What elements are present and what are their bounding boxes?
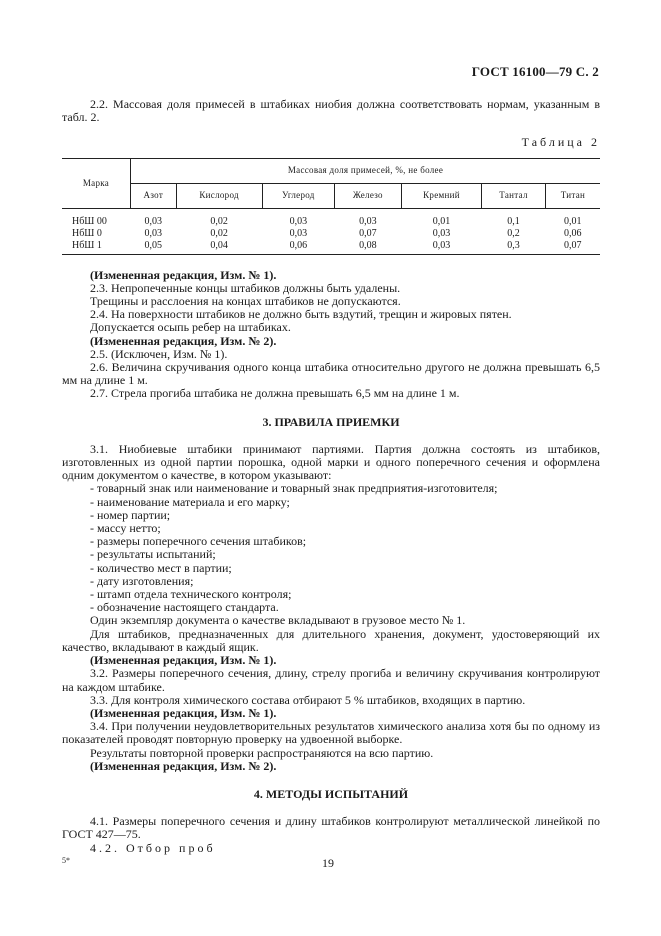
column-header-mark: Марка [62,158,131,208]
section-3-paragraphs [62,443,600,773]
cell-value: 0,3 [482,240,546,255]
table-row [62,208,600,228]
cell-value: 0,2 [507,228,520,240]
paragraph: - номер партии; [90,507,171,522]
section-4-paragraphs [62,815,600,855]
cell-value: 0,01 [432,216,451,228]
paragraph: 4.1. Размеры поперечного сечения и длину штабиков контролируют металлической линейкой по ГОСТ 427—75. [62,814,600,842]
section-2-paragraphs [62,269,600,401]
cell-value: 0,02 [210,228,228,240]
cell-value: 0,03 [289,228,308,240]
paragraph: 2.7. Стрела прогиба штабика не должна превышать 6,5 мм на длине 1 м. [90,386,460,401]
column-header-element: Тантал [482,183,546,208]
column-header-element: Азот [131,183,177,208]
element-header-row [62,183,600,208]
intro-paragraphs [62,98,600,124]
table-caption: Таблица 2 [521,135,600,150]
paragraph: 4.2. Отбор проб [90,840,216,855]
cell-value: 0,01 [563,216,582,228]
cell-value: 0,03 [144,216,163,228]
paragraph: - размеры поперечного сечения штабиков; [90,534,307,549]
paragraph: - обозначение настоящего стандарта. [90,600,279,615]
cell-value: 0,05 [131,240,177,255]
section-4-heading: 4. МЕТОДЫ ИСПЫТАНИЙ [253,786,409,801]
column-header-element: Кремний [401,183,481,208]
cell-value: 0,07 [359,228,377,240]
column-header-element: Железо [334,183,401,208]
cell-mark: НбШ 0 [72,228,102,240]
column-group-header: Массовая доля примесей, %, не более [131,158,601,183]
paragraph: - дату изготовления; [90,573,194,588]
paragraph: 3.1. Ниобиевые штабики принимают партиями. Партия должна состоять из штабиков, изготовленных из одной партии порошка, одной марки и одного поперечного сечения и оформлена одним документом о качестве, в котором указывают: [62,441,600,483]
paragraph: Один экземпляр документа о качестве вкладывают в грузовое место № 1. [90,613,466,628]
paragraph: 2.5. (Исключен, Изм. № 1). [90,346,228,361]
cell-value: 0,06 [563,228,582,240]
paragraph: 3.3. Для контроля химического состава отбирают 5 % штабиков, входящих в партию. [90,692,526,707]
paragraph: Результаты повторной проверки распространяются на всю партию. [90,745,434,760]
page-content [62,98,600,855]
column-header-element: Углерод [262,183,334,208]
paragraph: Допускается осыпь ребер на штабиках. [90,320,291,335]
table-row [62,228,600,240]
cell-value: 0,07 [545,240,600,255]
paragraph: Для штабиков, предназначенных для длительного хранения, документ, удостоверяющий их качество, вкладывают в каждый ящик. [62,626,600,654]
cell-value: 0,03 [144,228,163,240]
paragraph: 2.3. Непропеченные концы штабиков должны быть удалены. [90,280,401,295]
footer-sheet-mark: 5* [62,856,70,865]
paragraph: Трещины и расслоения на концах штабиков не допускаются. [90,294,401,309]
paragraph: 2.4. На поверхности штабиков не должно быть вздутий, трещин и жировых пятен. [90,307,512,322]
paragraph: - количество мест в партии; [90,560,232,575]
paragraph: (Измененная редакция, Изм. № 1). [90,653,277,668]
cell-value: 0,03 [401,240,481,255]
impurities-table [62,158,600,255]
cell-value: 0,03 [289,216,308,228]
paragraph: - штамп отдела технического контроля; [90,587,292,602]
paragraph: 3.2. Размеры поперечного сечения, длину, стрелу прогиба и величину скручивания контролируют на каждом штабике. [62,666,600,694]
page-number: 19 [322,856,334,870]
paragraph: - результаты испытаний; [90,547,216,562]
table-row [62,240,600,255]
paragraph: (Измененная редакция, Изм. № 2). [90,758,277,773]
cell-mark: НбШ 00 [72,216,107,228]
cell-mark: НбШ 1 [62,240,131,255]
cell-value: 0,03 [432,228,451,240]
table-body [62,208,600,254]
page-header: ГОСТ 16100—79 С. 2 [471,64,599,79]
cell-value: 0,04 [176,240,262,255]
paragraph: (Измененная редакция, Изм. № 2). [90,333,277,348]
cell-value: 0,1 [507,216,520,228]
paragraph: - массу нетто; [90,521,161,536]
column-header-element: Кислород [176,183,262,208]
column-header-element: Титан [545,183,600,208]
paragraph: (Измененная редакция, Изм. № 1). [90,267,277,282]
paragraph: (Измененная редакция, Изм. № 1). [90,705,277,720]
cell-value: 0,02 [210,216,228,228]
cell-value: 0,08 [334,240,401,255]
paragraph: 2.2. Массовая доля примесей в штабиках ниобия должна соответствовать нормам, указанным в табл. 2. [62,97,600,125]
section-3-heading: 3. ПРАВИЛА ПРИЕМКИ [262,414,400,429]
paragraph: - товарный знак или наименование и товарный знак предприятия-изготовителя; [90,481,498,496]
paragraph: 3.4. При получении неудовлетворительных результатов химического анализа хотя бы по одному из показателей проводят повторную проверку на удвоенной выборке. [62,719,600,747]
cell-value: 0,06 [262,240,334,255]
paragraph: 2.6. Величина скручивания одного конца штабика относительно другого не должна превышать 6,5 мм на длине 1 м. [62,360,600,388]
cell-value: 0,03 [359,216,377,228]
paragraph: - наименование материала и его марку; [90,494,290,509]
